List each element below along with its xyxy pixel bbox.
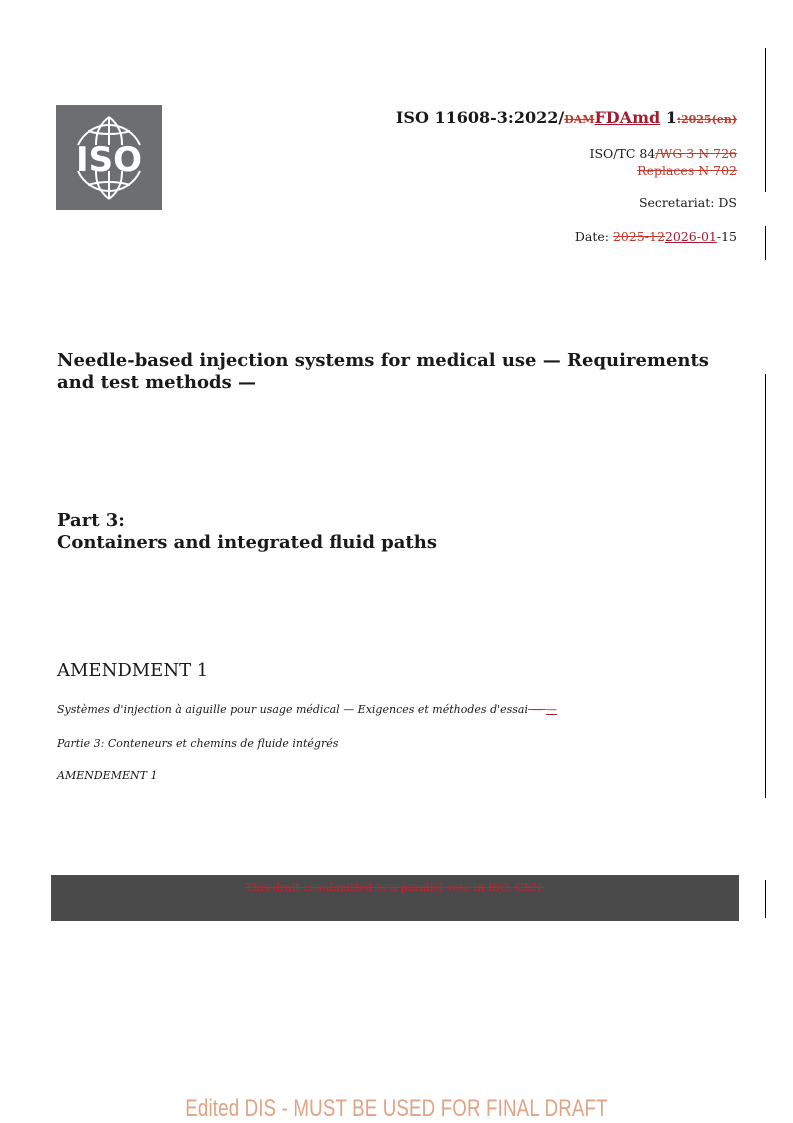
french-part-title: Partie 3: Conteneurs et chemins de fluide intégrés: [57, 737, 339, 750]
iso-logo: [56, 105, 162, 210]
date-label: Date:: [574, 229, 613, 244]
date-inserted: 2026-01: [664, 229, 717, 244]
std-ref-deleted: DAM: [564, 113, 595, 126]
change-bar: [765, 226, 766, 260]
part-title: Containers and integrated fluid paths: [57, 532, 437, 553]
date-tail: -15: [716, 229, 737, 244]
notice-box: [51, 875, 739, 921]
replaces-line: [637, 163, 737, 178]
std-ref-deleted-year: :2025(en): [676, 113, 737, 126]
watermark: Edited DIS - MUST BE USED FOR FINAL DRAFT: [185, 1095, 608, 1122]
change-bar: [765, 48, 766, 192]
replaces-deleted: Replaces N 702: [637, 163, 737, 178]
french-title-inserted: —: [546, 703, 558, 716]
std-ref-main: ISO 11608-3:2022/: [395, 108, 565, 127]
logo-text: ISO: [75, 140, 143, 180]
iso-globe-logo-icon: [56, 105, 162, 210]
document-title: Needle-based injection systems for medical use — Requirements and test methods —: [57, 350, 709, 393]
standard-reference: [396, 108, 737, 127]
std-ref-number: 1: [660, 108, 677, 127]
date-deleted: 2025-12: [612, 229, 665, 244]
tc-label: ISO/TC 84: [589, 146, 656, 161]
date-line: [575, 229, 737, 244]
notice-text: This draft is submitted to a parallel vote in ISO, CEN.: [245, 881, 545, 894]
french-title-text: Systèmes d'injection à aiguille pour usage médical — Exigences et méthodes d'essai: [57, 703, 529, 716]
part-number: Part 3:: [57, 510, 125, 531]
std-ref-inserted: FDAmd: [594, 108, 661, 127]
change-bar: [765, 880, 766, 918]
french-title-deleted: —: [528, 703, 547, 716]
french-title: [57, 703, 557, 716]
tc-deleted: /WG 3 N 726: [655, 146, 737, 161]
tc-reference: [590, 146, 737, 161]
secretariat: Secretariat: DS: [638, 195, 737, 210]
change-bar: [765, 374, 766, 798]
french-amendment: AMENDEMENT 1: [57, 769, 158, 782]
amendment-label: AMENDMENT 1: [57, 660, 209, 681]
